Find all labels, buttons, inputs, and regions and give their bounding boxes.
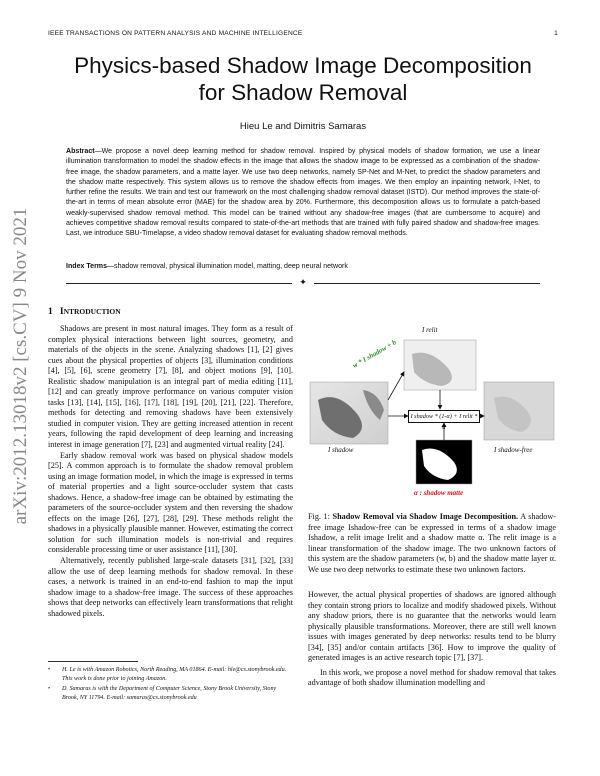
title-line-1: Physics-based Shadow Image Decomposition <box>74 53 532 78</box>
journal-name: IEEE TRANSACTIONS ON PATTERN ANALYSIS AND MACHINE INTELLIGENCE <box>48 30 303 37</box>
paragraph: In this work, we propose a novel method for shadow removal that takes advantage of both shadow illumination modelling and <box>308 667 556 688</box>
shadow-label: I shadow <box>328 446 354 454</box>
section-title-first: I <box>59 307 64 317</box>
paragraph: However, the actual physical properties of shadows are ignored although they contain strong priors to localize and modify shadowed pixels. Without any shadow priors, there is no guarantee that the networks would learn physically plausible transformations. Moreover, there are still well known issues with images generated by deep networks: results tend to be blurry [34], [35] and/or contain artifacts [36]. How to improve the quality of generated images is an active research topic [7], [37]. <box>308 590 556 663</box>
abstract-text: —We propose a novel deep learning method for shadow removal. Inspired by physical models of shadow formation, we use a linear illumination transformation to model the shadow effects in the image that allows the shadow image to be expressed as a combination of the shadow-free image, the shadow parameters, and a matte layer. We use two deep networks, namely SP-Net and M-Net, to predict the shadow parameters and the shadow matte respectively. This system allows us to remove the shadow effects from images. We then employ an inpainting network, I-Net, to further refine the results. We train and test our framework on the most challenging shadow removal dataset (ISTD). Our method improves the state-of-the-art in terms of mean absolute error (MAE) for the shadow area by 20%. Furthermore, this decomposition allows us to formulate a patch-based weakly-supervised shadow removal method. This model can be trained without any shadow-free images (that are cumbersome to acquire) and achieves competitive shadow removal results compared to state-of-the-art methods that are trained with fully paired shadow and shadow-free images. Last, we introduce SBU-Timelapse, a video shadow removal dataset for evaluating shadow removal methods. <box>66 148 540 238</box>
section-title-rest: NTRODUCTION <box>63 307 121 316</box>
footnote-item: • H. Le is with Amazon Robotics, North Reading, MA 01864. E-mail: hle@cs.stonybrook.edu. This work is done prior to joining Amazon. <box>48 667 287 682</box>
right-column <box>308 590 556 689</box>
index-terms-text: —shadow removal, physical illumination model, matting, deep neural network <box>107 263 348 270</box>
left-column <box>48 324 293 619</box>
footnote-item: • D. Samaras is with the Department of Computer Science, Stony Brook University, Stony Brook, NY 11794. E-mail: samaras@cs.stonybrook.edu <box>48 686 277 701</box>
arxiv-stamp: arXiv:2012.13018v2 [cs.CV] 9 Nov 2021 <box>10 207 31 525</box>
caption-text: A shadow-free image Ishadow-free can be expressed in terms of a shadow image Ishadow, a relit image Irelit and a shadow matte α. The relit image is a linear transformation of the shadow image. The two unknown factors of this system are the shadow parameters (w, b) and the shadow matte layer α. We use two deep networks to estimate these two unknown factors. <box>308 512 556 574</box>
page-number: 1 <box>554 30 558 37</box>
footnotes <box>48 666 293 704</box>
paper-title <box>48 52 558 106</box>
relit-image <box>404 340 476 390</box>
shadow-free-image <box>484 382 554 440</box>
paragraph: Alternatively, recently published large-scale datasets [31], [32], [33] allow the use of deep learning methods for shadow removal. In these cases, a network is trained in an end-to-end fashion to map the input shadow image to a shadow-free image. The success of these approaches shows that deep networks can effectively learn transformations that relight shadowed pixels. <box>48 556 293 618</box>
title-line-2: for Shadow Removal <box>198 80 408 105</box>
shadow-free-label: I shadow-free <box>494 446 533 454</box>
caption-label: Fig. 1: <box>308 512 333 521</box>
combination-formula-box: I shadow * (1-α) + I relit * α <box>408 410 480 423</box>
figure-caption <box>308 512 556 575</box>
shadow-image <box>310 382 388 444</box>
paragraph: Early shadow removal work was based on physical shadow models [25]. A common approach is to formulate the shadow removal problem using an image formation model, in which the image is expressed in terms of material properties and a light source-occluder system that casts shadows. Hence, a shadow-free image can be obtained by estimating the parameters of the source-occluder system and then reversing the shadow effects on the image [26], [27], [28], [29]. These methods relight the shadows in a physically plausible manner. However, estimating the correct solution for such illumination models is non-trivial and requires considerable processing time or user assistance [11], [30]. <box>48 450 293 555</box>
abstract-label: Abstract <box>66 148 95 155</box>
caption-bold: Shadow Removal via Shadow Image Decomposition. <box>332 512 519 521</box>
paragraph: Shadows are present in most natural images. They form as a result of complex physical interactions between light sources, geometry, and materials of the objects in the scene. Analyzing shadows [1], [2] gives cues about the physical properties of objects [3], illumination conditions [4], [5], [6], scene geometry [7], [8], and object motions [9], [10]. Realistic shadow manipulation is an integral part of media editing [11], [12] and can greatly improve performance on various computer vision tasks [13], [14], [15], [16], [17], [18], [19], [20], [21], [22]. Therefore, methods for detecting and removing shadows have been extensively studied in computer vision. They are getting increased attention in recent years, following the rapid development of deep learning and increasing interest in image generation [7], [23] and augmented virtual reality [24]. <box>48 324 293 450</box>
index-terms <box>66 262 540 272</box>
running-header <box>48 30 558 37</box>
figure-1 <box>308 320 556 505</box>
abstract <box>66 147 540 240</box>
authors: Hieu Le and Dimitris Samaras <box>239 121 367 132</box>
separator <box>66 279 540 289</box>
shadow-matte-image <box>416 440 472 484</box>
matte-label: α : shadow matte <box>414 489 464 497</box>
wb-formula-label: w * I shadow + b <box>351 338 398 370</box>
relit-label: I relit <box>422 326 438 334</box>
section-heading: 1 INTRODUCTION <box>48 307 121 317</box>
footnote-rule <box>48 661 138 662</box>
separator-diamond-icon: ✦ <box>299 277 307 287</box>
index-terms-label: Index Terms <box>66 263 107 270</box>
